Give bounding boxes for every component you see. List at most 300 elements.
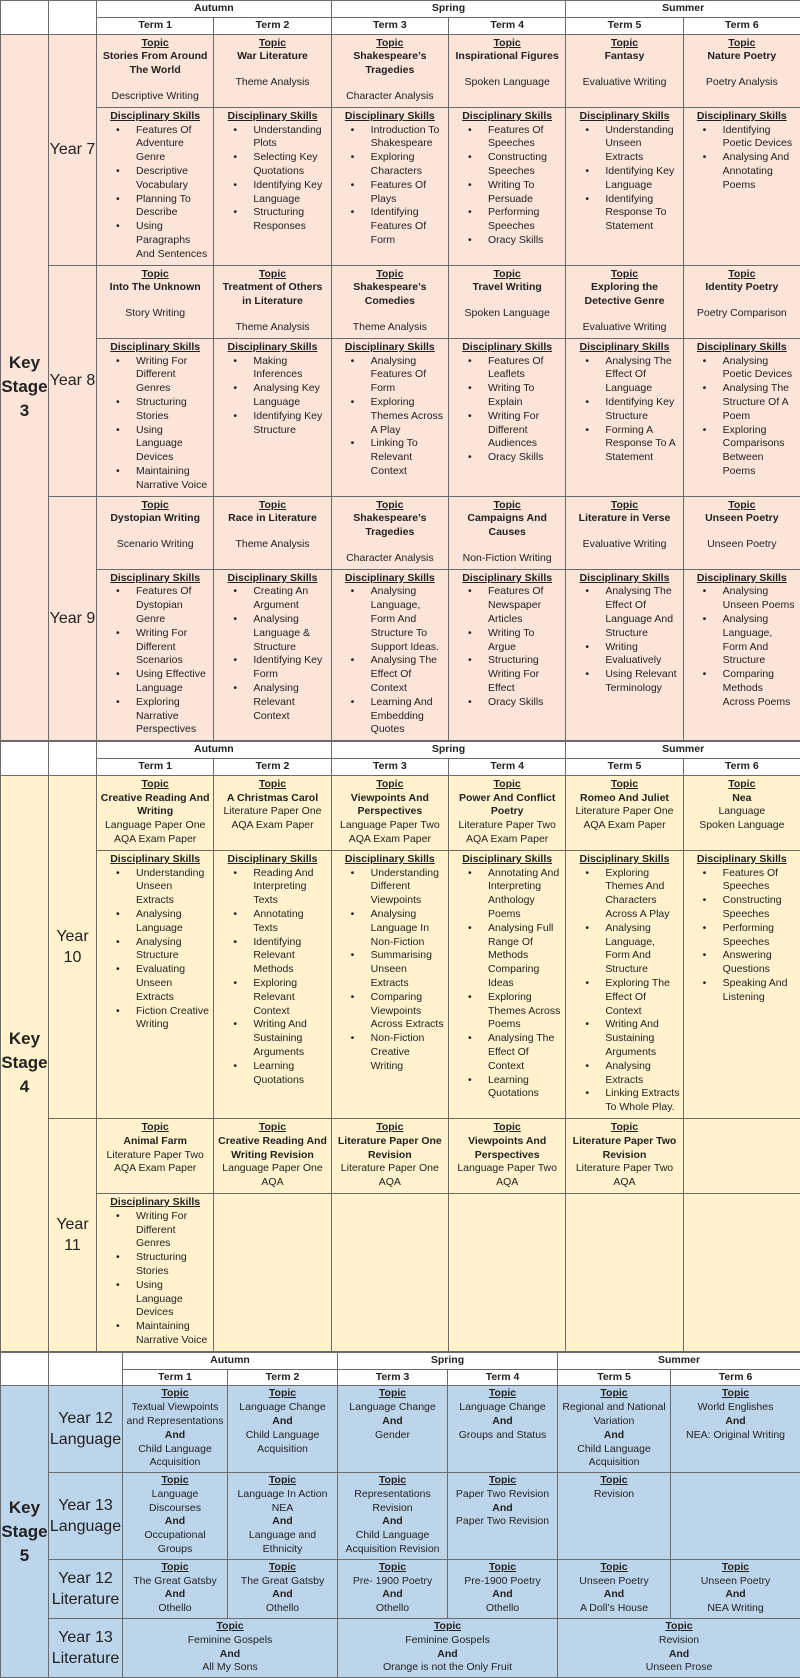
- topic-label: Topic: [126, 1387, 224, 1401]
- skill-item: • Identifying Key Structure: [591, 396, 679, 424]
- topic-title: Inspirational Figures: [452, 50, 562, 64]
- term-2-header: Term 2: [228, 1369, 338, 1386]
- topic-second: Othello: [126, 1602, 224, 1616]
- skill-item: • Learning Quotations: [239, 1060, 327, 1088]
- skill-item: • Exploring Characters: [357, 151, 445, 179]
- topic-label: Topic: [452, 1121, 562, 1135]
- skill-item: • Structuring Stories: [122, 1251, 210, 1279]
- topic-cell: [331, 496, 448, 569]
- topic-second: NEA Writing: [674, 1602, 797, 1616]
- skill-item: • Forming A Response To A Statement: [591, 424, 679, 465]
- skill-item: • Analysing And Annotating Poems: [709, 151, 797, 192]
- topic-subtitle: Unseen Poetry: [687, 538, 797, 552]
- topic-subtitle: Spoken Language: [452, 76, 562, 90]
- and-connector: And: [451, 1502, 554, 1516]
- skill-item: • Identifying Response To Statement: [591, 193, 679, 234]
- skill-item: • Analysing Language, Form And Structure: [709, 613, 797, 668]
- skills-cell: [214, 1193, 331, 1351]
- topic-first: Language Discourses: [126, 1488, 224, 1516]
- exam-board: AQA Exam Paper: [569, 819, 679, 833]
- topic-subtitle: Theme Analysis: [217, 321, 327, 335]
- skill-item: • Understanding Different Viewpoints: [357, 867, 445, 908]
- topic-first: Feminine Gospels: [126, 1634, 334, 1648]
- year-text: Year 7: [50, 141, 96, 158]
- skill-item: • Using Relevant Terminology: [591, 668, 679, 696]
- year-skills-row: [1, 569, 800, 741]
- topic-title: Dystopian Writing: [100, 512, 210, 526]
- topic-label: Topic: [674, 1387, 797, 1401]
- skill-item: • Identifying Poetic Devices: [709, 124, 797, 152]
- skill-item: • Analysing Full Range Of Methods Comparing Ideas: [474, 922, 562, 991]
- skills-list: [335, 585, 445, 737]
- skills-cell: [449, 107, 566, 265]
- skills-cell: [331, 1193, 448, 1351]
- blank-cell: [49, 742, 97, 776]
- topic-cell: [566, 34, 683, 107]
- term-3-header: Term 3: [331, 759, 448, 776]
- season-header-row: [1, 742, 800, 759]
- skills-cell: [449, 338, 566, 496]
- term-4-header: Term 4: [449, 17, 566, 34]
- skill-item: • Structuring Responses: [239, 206, 327, 234]
- topic-label: Topic: [231, 1474, 334, 1488]
- exam-paper: Language Paper Two: [452, 1162, 562, 1176]
- skill-item: • Analysing Language In Non-Fiction: [357, 908, 445, 949]
- exam-board: AQA Exam Paper: [100, 833, 210, 847]
- skills-cell: [566, 569, 683, 741]
- year-text: Year 12 Literature: [52, 1570, 120, 1608]
- year-topic-row: [1, 496, 800, 569]
- exam-board: AQA: [569, 1176, 679, 1190]
- skills-list: [452, 124, 562, 248]
- topic-label: Topic: [451, 1474, 554, 1488]
- topic-cell: [214, 496, 331, 569]
- skill-item: • Maintaining Narrative Voice: [122, 465, 210, 493]
- key-stage-label: [1, 34, 49, 741]
- skills-list: [335, 867, 445, 1074]
- topic-subtitle: Evaluative Writing: [569, 76, 679, 90]
- topic-cell: [214, 265, 331, 338]
- skill-item: • Structuring Stories: [122, 396, 210, 424]
- skill-item: • Using Language Devices: [122, 424, 210, 465]
- topic-cell: [449, 496, 566, 569]
- topic-cell: [123, 1473, 228, 1560]
- skills-cell: [97, 1193, 214, 1351]
- and-connector: And: [561, 1429, 667, 1443]
- topic-title: Viewpoints And Perspectives: [335, 792, 445, 820]
- ks5-row: [1, 1386, 800, 1473]
- topic-label: Topic: [451, 1387, 554, 1401]
- skill-item: • Identifying Key Language: [239, 179, 327, 207]
- skills-cell: [214, 569, 331, 741]
- exam-board: AQA Exam Paper: [217, 819, 327, 833]
- and-connector: And: [451, 1588, 554, 1602]
- topic-label: Topic: [100, 37, 210, 51]
- exam-paper: Literature Paper Two: [452, 819, 562, 833]
- skills-list: [100, 355, 210, 493]
- topic-title: Into The Unknown: [100, 281, 210, 295]
- and-connector: And: [561, 1588, 667, 1602]
- topic-cell: [338, 1386, 448, 1473]
- skill-item: • Writing For Different Genres: [122, 1210, 210, 1251]
- topic-label: Topic: [687, 268, 797, 282]
- skills-cell: [449, 1193, 566, 1351]
- and-connector: And: [231, 1515, 334, 1529]
- and-connector: And: [126, 1648, 334, 1662]
- skill-item: • Analysing Poetic Devices: [709, 355, 797, 383]
- skill-item: • Writing And Sustaining Arguments: [591, 1018, 679, 1059]
- exam-board: AQA: [452, 1176, 562, 1190]
- topic-first: Paper Two Revision: [451, 1488, 554, 1502]
- ks5-row: [1, 1619, 800, 1678]
- ks5-table: [0, 1352, 800, 1678]
- skill-item: • Exploring Relevant Context: [239, 977, 327, 1018]
- exam-paper: Language: [687, 805, 797, 819]
- skills-list: [452, 585, 562, 709]
- topic-label: Topic: [217, 499, 327, 513]
- skills-list: [687, 124, 797, 193]
- skills-list: [687, 355, 797, 479]
- skill-item: • Features Of Dystopian Genre: [122, 585, 210, 626]
- term-header-row: [1, 759, 800, 776]
- term-2-header: Term 2: [214, 759, 331, 776]
- topic-first: Language Change: [451, 1401, 554, 1415]
- topic-cell: [448, 1559, 558, 1618]
- skills-list: [452, 355, 562, 465]
- exam-paper: Language Paper One: [100, 819, 210, 833]
- skills-cell: [683, 338, 800, 496]
- topic-cell: [558, 1619, 800, 1678]
- topic-title: Power And Conflict Poetry: [452, 792, 562, 820]
- skill-item: • Learning Quotations: [474, 1074, 562, 1102]
- term-1-header: Term 1: [97, 17, 214, 34]
- topic-cell: [448, 1473, 558, 1560]
- skills-list: [335, 355, 445, 479]
- year-label: [49, 1473, 123, 1560]
- skills-label: Disciplinary Skills: [217, 341, 327, 355]
- season-spring: Spring: [331, 1, 566, 18]
- skill-item: • Exploring Themes Across Poems: [474, 991, 562, 1032]
- topic-cell: [214, 1118, 331, 1193]
- season-summer: Summer: [566, 1, 800, 18]
- skill-item: • Analysing Features Of Form: [357, 355, 445, 396]
- exam-board: AQA Exam Paper: [452, 833, 562, 847]
- topic-cell: [449, 1118, 566, 1193]
- skill-item: • Understanding Unseen Extracts: [122, 867, 210, 908]
- skill-item: • Features Of Adventure Genre: [122, 124, 210, 165]
- skill-item: • Analysing Language: [122, 908, 210, 936]
- topic-cell: [683, 496, 800, 569]
- skill-item: • Learning And Embedding Quotes: [357, 696, 445, 737]
- topic-second: Orange is not the Only Fruit: [341, 1661, 554, 1675]
- exam-board: AQA Exam Paper: [100, 1162, 210, 1176]
- skill-item: • Features Of Speeches: [709, 867, 797, 895]
- topic-label: Topic: [561, 1620, 797, 1634]
- topic-first: Unseen Poetry: [674, 1575, 797, 1589]
- topic-second: Language and Ethnicity: [231, 1529, 334, 1557]
- season-header-row: [1, 1, 800, 18]
- skill-item: • Comparing Methods Across Poems: [709, 668, 797, 709]
- skill-item: • Identifying Features Of Form: [357, 206, 445, 247]
- skills-label: Disciplinary Skills: [569, 572, 679, 586]
- topic-label: Topic: [217, 37, 327, 51]
- skill-item: • Using Paragraphs And Sentences: [122, 220, 210, 261]
- skill-item: • Analysing Language, Form And Structure To Support Ideas.: [357, 585, 445, 654]
- skill-item: • Maintaining Narrative Voice: [122, 1320, 210, 1348]
- topic-subtitle: Evaluative Writing: [569, 538, 679, 552]
- topic-cell: [566, 496, 683, 569]
- year-topic-row: [1, 775, 800, 850]
- skill-item: • Evaluating Unseen Extracts: [122, 963, 210, 1004]
- topic-second: Child Language Acquisition: [231, 1429, 334, 1457]
- topic-label: Topic: [335, 268, 445, 282]
- skills-label: Disciplinary Skills: [452, 110, 562, 124]
- topic-title: Shakespeare’s Tragedies: [335, 512, 445, 540]
- year-label: [49, 775, 97, 1118]
- skills-label: Disciplinary Skills: [569, 110, 679, 124]
- topic-second: All My Sons: [126, 1661, 334, 1675]
- year-text: Year 11: [56, 1216, 88, 1254]
- topic-label: Topic: [561, 1387, 667, 1401]
- skill-item: • Features Of Leaflets: [474, 355, 562, 383]
- skill-item: • Exploring Narrative Perspectives: [122, 696, 210, 737]
- topic-cell: [671, 1473, 800, 1560]
- skills-list: [100, 585, 210, 737]
- topic-label: Topic: [335, 499, 445, 513]
- topic-label: Topic: [335, 37, 445, 51]
- skill-item: • Using Effective Language: [122, 668, 210, 696]
- exam-paper: Language Paper Two: [335, 819, 445, 833]
- topic-title: Exploring the Detective Genre: [569, 281, 679, 309]
- skills-cell: [331, 569, 448, 741]
- skill-item: • Exploring Themes Across A Play: [357, 396, 445, 437]
- topic-title: Literature Paper Two Revision: [569, 1135, 679, 1163]
- topic-second: Groups and Status: [451, 1429, 554, 1443]
- blank-cell: [1, 1352, 49, 1386]
- term-header-row: [1, 17, 800, 34]
- topic-title: Romeo And Juliet: [569, 792, 679, 806]
- topic-title: Nea: [687, 792, 797, 806]
- topic-label: Topic: [451, 1561, 554, 1575]
- topic-cell: [558, 1473, 671, 1560]
- term-1-header: Term 1: [97, 759, 214, 776]
- year-label: [49, 1559, 123, 1618]
- topic-second: Child Language Acquisition: [126, 1443, 224, 1471]
- skills-cell: [214, 850, 331, 1118]
- skills-label: Disciplinary Skills: [687, 572, 797, 586]
- skills-cell: [97, 338, 214, 496]
- skills-label: Disciplinary Skills: [217, 572, 327, 586]
- topic-label: Topic: [569, 499, 679, 513]
- skill-item: • Structuring Writing For Effect: [474, 654, 562, 695]
- topic-second: Gender: [341, 1429, 444, 1443]
- topic-first: Language In Action NEA: [231, 1488, 334, 1516]
- skill-item: • Exploring Themes And Characters Across A Play: [591, 867, 679, 922]
- topic-second: Child Language Acquisition: [561, 1443, 667, 1471]
- skill-item: • Non-Fiction Creative Writing: [357, 1032, 445, 1073]
- topic-cell: [331, 34, 448, 107]
- skills-cell: [683, 1193, 800, 1351]
- topic-first: World Englishes: [674, 1401, 797, 1415]
- topic-label: Topic: [341, 1561, 444, 1575]
- topic-title: Shakespeare’s Tragedies: [335, 50, 445, 78]
- topic-title: Literature in Verse: [569, 512, 679, 526]
- topic-subtitle: Spoken Language: [452, 307, 562, 321]
- topic-label: Topic: [452, 778, 562, 792]
- term-4-header: Term 4: [449, 759, 566, 776]
- topic-label: Topic: [126, 1620, 334, 1634]
- skill-item: • Exploring The Effect Of Context: [591, 977, 679, 1018]
- skills-label: Disciplinary Skills: [452, 341, 562, 355]
- key-stage-label: [1, 775, 49, 1351]
- and-connector: And: [341, 1415, 444, 1429]
- topic-label: Topic: [452, 37, 562, 51]
- topic-subtitle: Poetry Analysis: [687, 76, 797, 90]
- skill-item: • Descriptive Vocabulary: [122, 165, 210, 193]
- skill-item: • Speaking And Listening: [709, 977, 797, 1005]
- topic-cell: [558, 1559, 671, 1618]
- skills-label: Disciplinary Skills: [335, 572, 445, 586]
- term-5-header: Term 5: [558, 1369, 671, 1386]
- skills-list: [217, 355, 327, 438]
- skill-item: • Analysing The Effect Of Language: [591, 355, 679, 396]
- season-spring: Spring: [338, 1352, 558, 1369]
- key-stage-label: [1, 1386, 49, 1678]
- skills-label: Disciplinary Skills: [452, 853, 562, 867]
- skill-item: • Identifying Key Form: [239, 654, 327, 682]
- topic-cell: [123, 1386, 228, 1473]
- topic-cell: [449, 34, 566, 107]
- skills-list: [217, 867, 327, 1088]
- topic-subtitle: Story Writing: [100, 307, 210, 321]
- skill-item: • Features Of Plays: [357, 179, 445, 207]
- topic-cell: [338, 1559, 448, 1618]
- ks3-table: [0, 0, 800, 741]
- season-header-row: [1, 1352, 800, 1369]
- topic-subtitle: Evaluative Writing: [569, 321, 679, 335]
- topic-label: Topic: [569, 1121, 679, 1135]
- topic-cell: [566, 265, 683, 338]
- year-text: Year 13 Literature: [52, 1629, 120, 1667]
- year-label: [49, 496, 97, 741]
- exam-board: Spoken Language: [687, 819, 797, 833]
- topic-label: Topic: [231, 1561, 334, 1575]
- topic-second: NEA: Original Writing: [674, 1429, 797, 1443]
- skills-cell: [97, 107, 214, 265]
- topic-cell: [97, 1118, 214, 1193]
- topic-title: A Christmas Carol: [217, 792, 327, 806]
- skills-label: Disciplinary Skills: [100, 853, 210, 867]
- skills-label: Disciplinary Skills: [217, 853, 327, 867]
- topic-second: Paper Two Revision: [451, 1515, 554, 1529]
- skills-list: [569, 867, 679, 1115]
- and-connector: And: [341, 1515, 444, 1529]
- term-5-header: Term 5: [566, 759, 683, 776]
- and-connector: And: [126, 1429, 224, 1443]
- topic-label: Topic: [335, 1121, 445, 1135]
- and-connector: And: [451, 1415, 554, 1429]
- skills-label: Disciplinary Skills: [335, 110, 445, 124]
- skills-cell: [683, 107, 800, 265]
- season-autumn: Autumn: [97, 1, 332, 18]
- blank-cell: [1, 742, 49, 776]
- skills-list: [569, 585, 679, 695]
- topic-first: The Great Gatsby: [126, 1575, 224, 1589]
- skills-label: Disciplinary Skills: [569, 853, 679, 867]
- term-6-header: Term 6: [683, 759, 800, 776]
- topic-cell: [566, 1118, 683, 1193]
- topic-cell: [228, 1386, 338, 1473]
- key-stage-text: Key Stage 5: [1, 1498, 47, 1565]
- exam-paper: Literature Paper One: [217, 805, 327, 819]
- skill-item: • Analysing Language, Form And Structure: [591, 922, 679, 977]
- skills-cell: [331, 338, 448, 496]
- topic-label: Topic: [569, 778, 679, 792]
- exam-board: AQA: [217, 1176, 327, 1190]
- topic-subtitle: Theme Analysis: [217, 538, 327, 552]
- topic-title: Literature Paper One Revision: [335, 1135, 445, 1163]
- skill-item: • Linking To Relevant Context: [357, 437, 445, 478]
- season-spring: Spring: [331, 742, 566, 759]
- topic-second: Unseen Prose: [561, 1661, 797, 1675]
- blank-cell: [49, 1, 97, 35]
- skill-item: • Annotating Texts: [239, 908, 327, 936]
- year-label: [49, 1386, 123, 1473]
- skill-item: • Analysing The Structure Of A Poem: [709, 382, 797, 423]
- topic-title: Nature Poetry: [687, 50, 797, 64]
- topic-subtitle: Non-Fiction Writing: [452, 552, 562, 566]
- ks5-row: [1, 1559, 800, 1618]
- topic-subtitle: Descriptive Writing: [100, 90, 210, 104]
- skill-item: • Writing Evaluatively: [591, 641, 679, 669]
- skills-list: [687, 867, 797, 1005]
- skill-item: • Analysing Structure: [122, 936, 210, 964]
- year-label: [49, 265, 97, 496]
- topic-second: Othello: [341, 1602, 444, 1616]
- skill-item: • Fiction Creative Writing: [122, 1005, 210, 1033]
- skill-item: • Analysing Relevant Context: [239, 682, 327, 723]
- skills-list: [569, 124, 679, 234]
- term-6-header: Term 6: [671, 1369, 800, 1386]
- skills-list: [687, 585, 797, 709]
- topic-title: War Literature: [217, 50, 327, 64]
- topic-label: Topic: [341, 1474, 444, 1488]
- skill-item: • Oracy Skills: [474, 696, 562, 710]
- season-summer: Summer: [558, 1352, 800, 1369]
- topic-label: Topic: [452, 499, 562, 513]
- skill-item: • Introduction To Shakespeare: [357, 124, 445, 152]
- skills-label: Disciplinary Skills: [687, 110, 797, 124]
- term-5-header: Term 5: [566, 17, 683, 34]
- skill-item: • Constructing Speeches: [709, 894, 797, 922]
- topic-cell: [338, 1619, 558, 1678]
- year-text: Year 13 Language: [50, 1497, 121, 1535]
- year-label: [49, 1118, 97, 1351]
- skills-label: Disciplinary Skills: [452, 572, 562, 586]
- topic-cell: [683, 1118, 800, 1193]
- topic-cell: [331, 265, 448, 338]
- season-summer: Summer: [566, 742, 800, 759]
- topic-second: Occupational Groups: [126, 1529, 224, 1557]
- topic-second: Child Language Acquisition Revision: [341, 1529, 444, 1557]
- topic-cell: [331, 1118, 448, 1193]
- term-3-header: Term 3: [331, 17, 448, 34]
- skill-item: • Analysing Unseen Poems: [709, 585, 797, 613]
- topic-cell: [97, 34, 214, 107]
- and-connector: And: [561, 1648, 797, 1662]
- skill-item: • Selecting Key Quotations: [239, 151, 327, 179]
- skill-item: • Writing To Explain: [474, 382, 562, 410]
